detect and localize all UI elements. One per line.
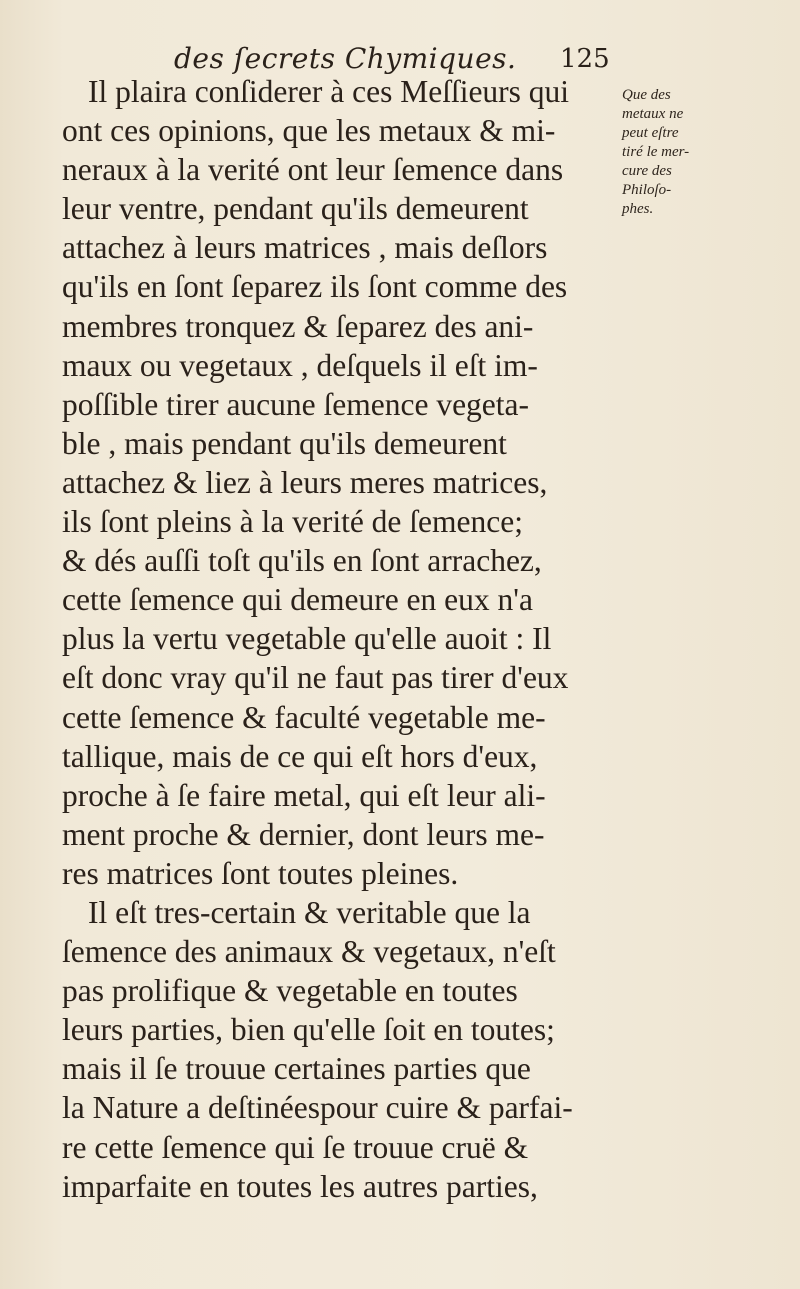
page-number: 125: [560, 44, 610, 74]
margin-note-line: Que des: [622, 87, 671, 103]
text-line: tallique, mais de ce qui eſt hors d'eux,: [62, 738, 538, 774]
text-line: neraux à la verité ont leur ſemence dans: [62, 152, 564, 188]
text-line: maux ou vegetaux , deſquels il eſt im-: [62, 347, 538, 383]
text-line: Il plaira conſiderer à ces Meſſieurs qui: [88, 74, 570, 109]
text-line: re cette ſemence qui ſe trouue cruë &: [62, 1129, 529, 1165]
text-line: cette ſemence & faculté vegetable me-: [62, 699, 546, 735]
text-line: eſt donc vray qu'il ne faut pas tirer d'eux: [62, 660, 569, 696]
text-line: attachez & liez à leurs meres matrices,: [62, 464, 548, 500]
margin-note-line: peut eſtre: [622, 125, 679, 141]
margin-note-line: cure des: [622, 163, 672, 179]
running-head: des ſecrets Chymiques.: [174, 42, 517, 75]
text-line: qu'ils en ſont ſeparez ils ſont comme des: [62, 269, 568, 305]
margin-note-line: Philoſo-: [622, 182, 672, 198]
text-line: mais il ſe trouue certaines parties que: [62, 1051, 531, 1087]
text-line: Il eſt tres-certain & veritable que la: [88, 894, 531, 930]
text-line: leur ventre, pendant qu'ils demeurent: [62, 191, 529, 227]
body-text: [62, 72, 630, 1206]
margin-note-line: metaux ne: [622, 106, 684, 122]
text-line: ont ces opinions, que les metaux & mi-: [62, 113, 556, 149]
text-line: la Nature a deſtinéespour cuire & parfai-: [62, 1090, 573, 1126]
text-line: ils ſont pleins à la verité de ſemence;: [62, 504, 523, 540]
margin-note-line: tiré le mer-: [622, 144, 690, 160]
text-line: poſſible tirer aucune ſemence vegeta-: [62, 386, 530, 422]
margin-note: [622, 86, 732, 219]
text-line: membres tronquez & ſeparez des ani-: [62, 308, 534, 344]
text-line: plus la vertu vegetable qu'elle auoit : Il: [62, 621, 552, 657]
text-line: ſemence des animaux & vegetaux, n'eſt: [62, 934, 556, 970]
text-line: proche à ſe faire metal, qui eſt leur ali-: [62, 777, 546, 813]
margin-note-line: phes.: [622, 201, 654, 217]
text-line: ment proche & dernier, dont leurs me-: [62, 816, 545, 852]
text-line: pas prolifique & vegetable en toutes: [62, 973, 518, 1009]
text-line: res matrices ſont toutes pleines.: [62, 855, 459, 891]
text-line: imparfaite en toutes les autres parties,: [62, 1168, 538, 1204]
text-line: & dés auſſi toſt qu'ils en ſont arrachez,: [62, 543, 542, 579]
text-line: leurs parties, bien qu'elle ſoit en toutes;: [62, 1012, 555, 1048]
text-line: ble , mais pendant qu'ils demeurent: [62, 425, 507, 461]
text-line: attachez à leurs matrices , mais deſlors: [62, 230, 548, 266]
text-line: cette ſemence qui demeure en eux n'a: [62, 582, 533, 618]
